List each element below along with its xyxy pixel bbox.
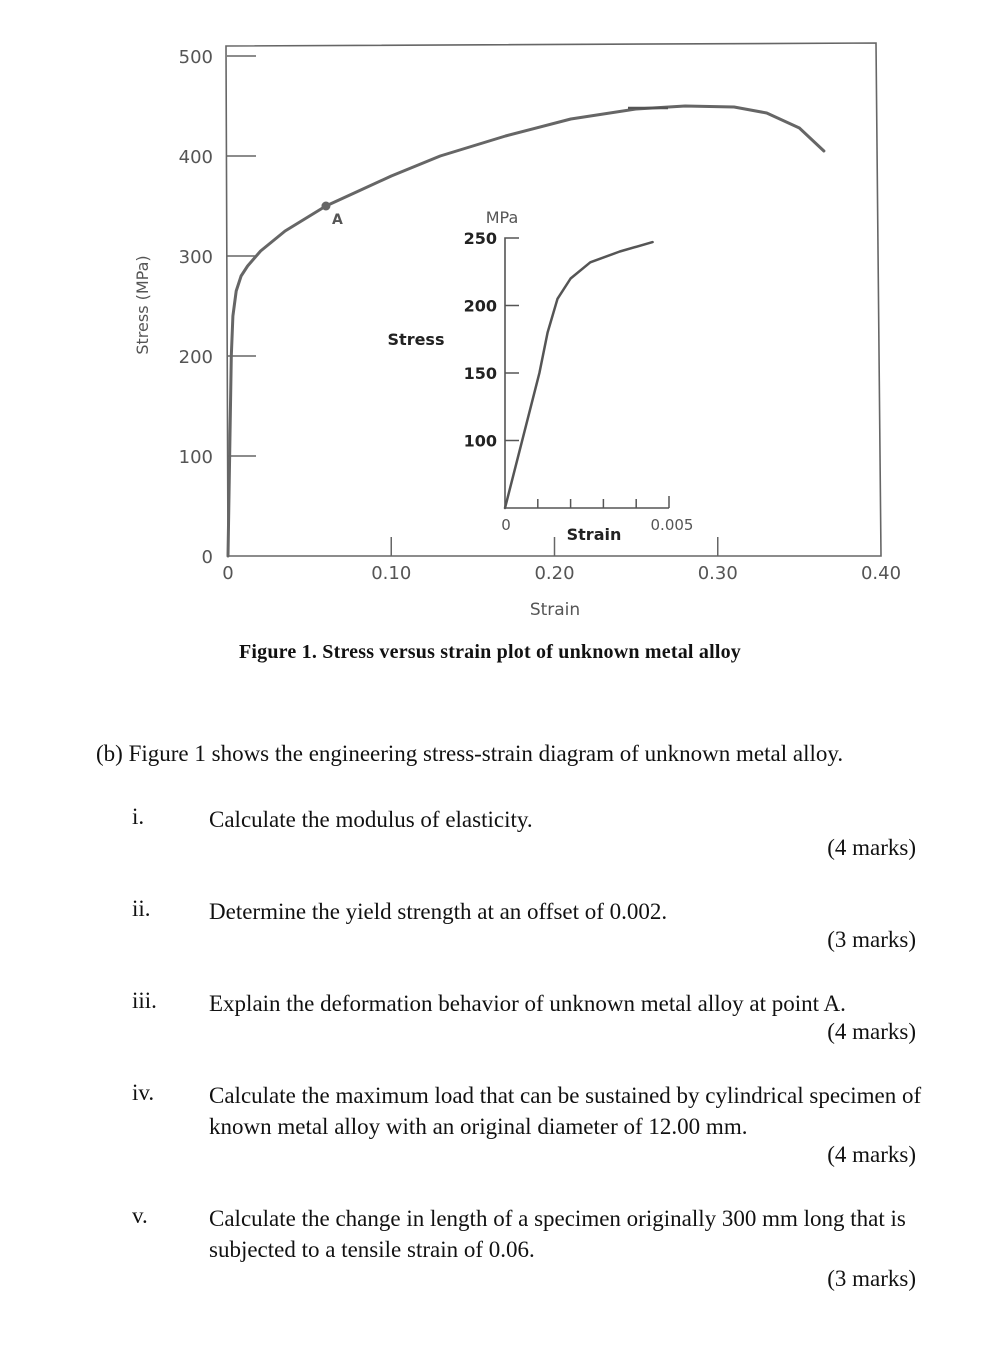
main-y-axis	[179, 47, 256, 568]
inset-x-axis	[538, 496, 669, 508]
main-y-tick-label: 200	[178, 347, 213, 368]
inset-x-axis-label: Strain	[566, 525, 622, 544]
inset-y-tick-label: 100	[463, 431, 497, 451]
figure-caption: Figure 1. Stress versus strain plot of unknown metal alloy	[238, 641, 741, 663]
main-x-tick-label: 0.30	[697, 563, 738, 584]
inset-elastic-curve	[505, 242, 653, 508]
inset-y-unit: MPa	[485, 208, 519, 227]
point-a-label: A	[331, 212, 343, 228]
question-text: Calculate the maximum load that can be sustained by cylindrical specimen of known metal alloy with an original diameter of 12.00 mm.	[209, 1083, 922, 1139]
question-marks: (4 marks)	[827, 1142, 916, 1167]
main-y-tick-label: 500	[178, 47, 213, 68]
main-x-tick-label: 0.40	[860, 563, 902, 584]
question-number: ii.	[132, 896, 151, 921]
main-x-tick-label: 0	[222, 563, 234, 584]
inset-y-axis	[464, 229, 519, 451]
question-marks: (3 marks)	[827, 927, 916, 952]
main-y-tick-label: 0	[201, 547, 213, 568]
question-marks: (4 marks)	[827, 835, 916, 860]
stress-strain-figure	[0, 0, 1000, 640]
inset-y-tick-label: 150	[463, 364, 497, 383]
point-a-marker	[321, 202, 330, 211]
question-text: Calculate the change in length of a specimen originally 300 mm long that is subjected to a tensile strain of 0.06.	[209, 1206, 906, 1262]
question-number: v.	[132, 1203, 148, 1228]
inset-y-axis-label: Stress	[387, 330, 445, 349]
main-x-axis-label: Strain	[529, 600, 581, 620]
inset-y-tick-label: 250	[463, 229, 497, 248]
main-y-tick-label: 400	[178, 147, 213, 168]
question-marks: (4 marks)	[827, 1019, 916, 1044]
main-x-axis	[222, 537, 901, 584]
question-number: iii.	[132, 988, 157, 1013]
main-y-axis-label: Stress (MPa)	[133, 255, 152, 355]
question-text: Explain the deformation behavior of unknown metal alloy at point A.	[209, 991, 846, 1016]
main-y-tick-label: 300	[178, 247, 213, 268]
inset-x-tick-label-0: 0	[501, 516, 511, 534]
inset-x-tick-label-0.005: 0.005	[650, 516, 694, 534]
inset-axes	[505, 238, 669, 508]
question-marks: (3 marks)	[827, 1266, 916, 1291]
main-y-tick-label: 100	[178, 447, 213, 468]
question-number: i.	[132, 804, 145, 829]
question-intro: (b) Figure 1 shows the engineering stress-strain diagram of unknown metal alloy.	[96, 741, 844, 766]
main-x-tick-label: 0.10	[371, 563, 412, 584]
question-number: iv.	[132, 1080, 155, 1105]
inset-y-tick-label: 200	[463, 296, 497, 316]
question-text: Determine the yield strength at an offset of 0.002.	[209, 899, 668, 924]
main-stress-strain-curve	[228, 106, 824, 556]
question-text: Calculate the modulus of elasticity.	[209, 807, 533, 832]
main-x-tick-label: 0.20	[534, 563, 575, 584]
